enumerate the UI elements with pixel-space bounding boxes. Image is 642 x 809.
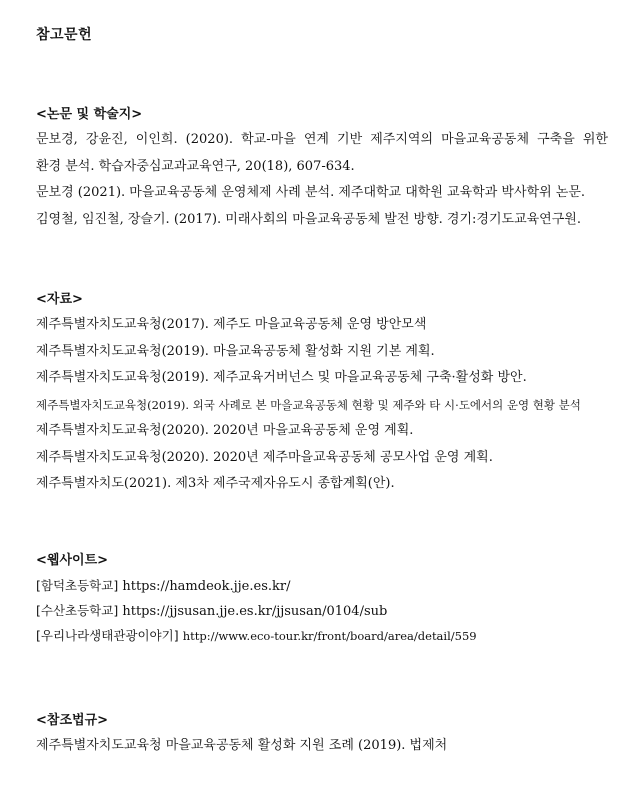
website-entry: [36, 598, 608, 623]
section-heading-websites: <웹사이트>: [36, 553, 109, 568]
section-websites: [36, 549, 608, 648]
website-name: [우리나라생태관광이야기]: [36, 628, 179, 643]
website-link[interactable]: https://jjsusan.jje.es.kr/jjsusan/0104/sub: [122, 604, 388, 619]
website-entry: [36, 573, 608, 598]
section-heading-papers: <논문 및 학술지>: [36, 107, 143, 122]
reference-line: 제주특별자치도교육청(2019). 외국 사례로 본 마을교육공동체 현황 및 제주와 타 시·도에서의 운영 현황 분석: [36, 397, 581, 412]
section-papers: [36, 103, 608, 233]
reference-line: 제주특별자치도교육청(2019). 제주교육거버넌스 및 마을교육공동체 구축·활성화 방안.: [36, 370, 527, 385]
website-name: [수산초등학교]: [36, 603, 119, 618]
website-link[interactable]: http://www.eco-tour.kr/front/board/area/detail/559: [182, 629, 477, 643]
section-materials: [36, 288, 608, 498]
website-link[interactable]: https://hamdeok.jje.es.kr/: [122, 579, 291, 594]
reference-line: 제주특별자치도(2021). 제3차 제주국제자유도시 종합계획(안).: [36, 476, 395, 491]
reference-line: 환경 분석. 학습자중심교과교육연구, 20(18), 607-634.: [36, 158, 355, 174]
reference-line: 김영철, 임진철, 장슬기. (2017). 미래사회의 마을교육공동체 발전 방향. 경기:경기도교육연구원.: [36, 211, 581, 227]
reference-line: 제주특별자치도교육청(2019). 마을교육공동체 활성화 지원 기본 계획.: [36, 343, 435, 359]
reference-line: 제주특별자치도교육청 마을교육공동체 활성화 지원 조례 (2019). 법제처: [36, 738, 448, 753]
page-title: 참고문헌: [36, 27, 93, 43]
reference-line: 문보경 (2021). 마을교육공동체 운영체제 사례 분석. 제주대학교 대학원 교육학과 박사학위 논문.: [36, 185, 586, 200]
website-name: [함덕초등학교]: [36, 578, 119, 593]
reference-line: 제주특별자치도교육청(2020). 2020년 마을교육공동체 운영 계획.: [36, 423, 414, 438]
section-laws: [36, 709, 608, 760]
section-heading-materials: <자료>: [36, 292, 83, 307]
section-heading-laws: <참조법규>: [36, 713, 109, 728]
reference-line: 제주특별자치도교육청(2020). 2020년 제주마을교육공동체 공모사업 운영 계획.: [36, 449, 493, 465]
reference-line: 문보경, 강윤진, 이인희. (2020). 학교-마을 연계 기반 제주지역의 마을교육공동체 구축을 위한: [36, 132, 608, 147]
website-entry: [36, 623, 608, 648]
reference-line: 제주특별자치도교육청(2017). 제주도 마을교육공동체 운영 방안모색: [36, 317, 427, 332]
